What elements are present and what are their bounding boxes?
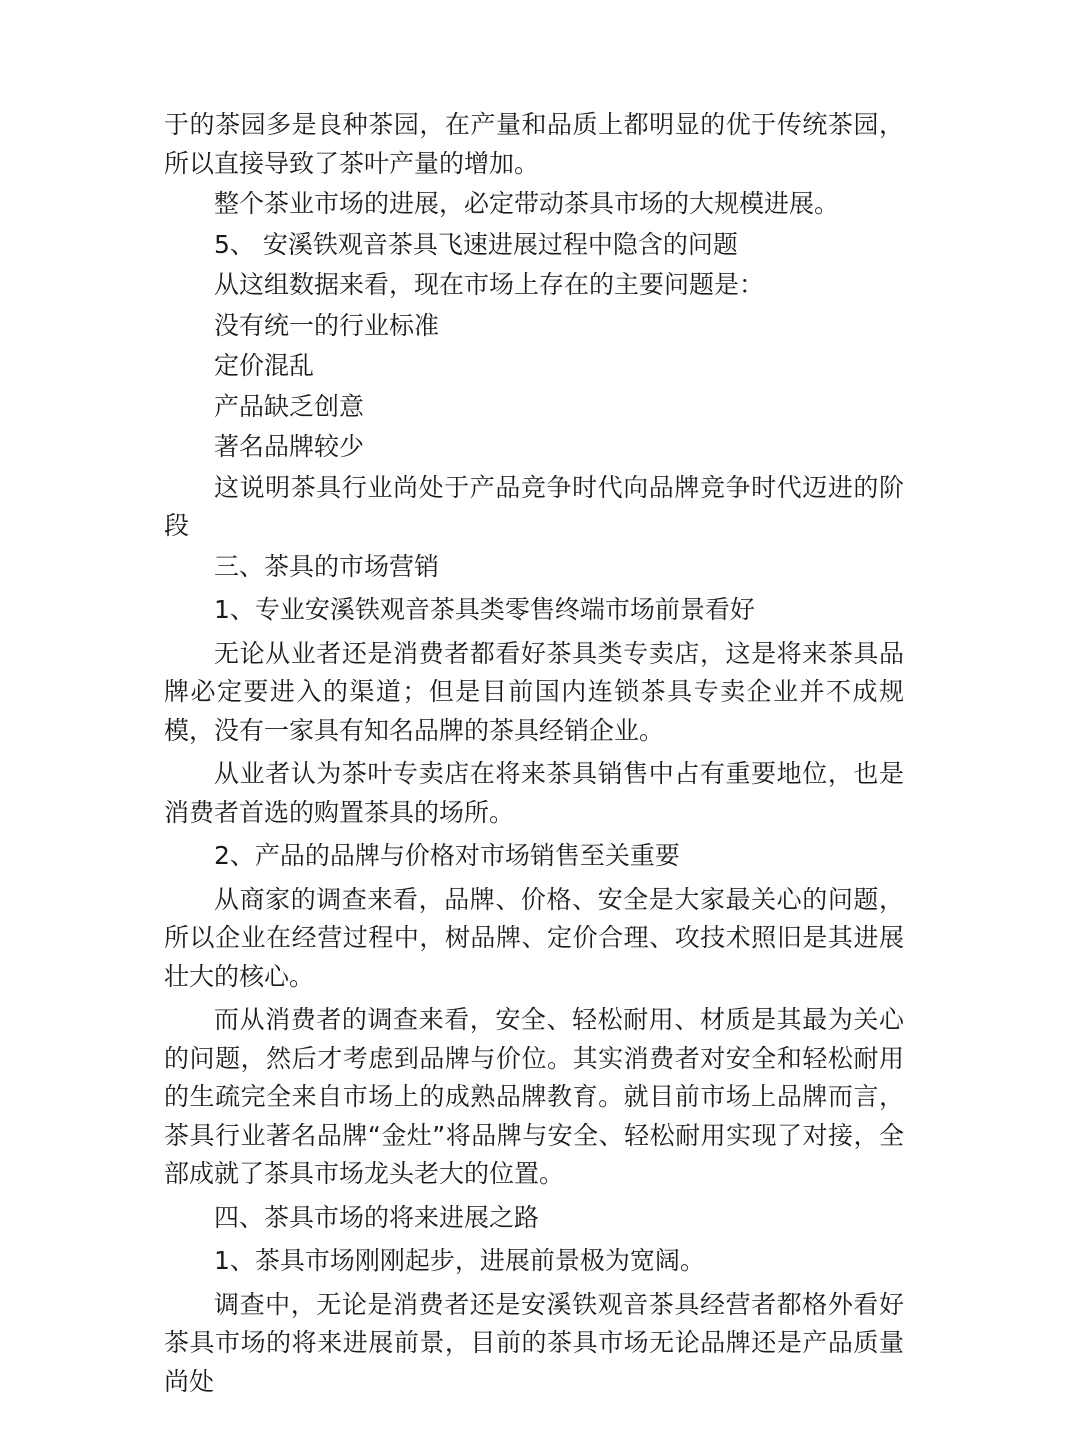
paragraph-specialty-stores: 无论从业者还是消费者都看好茶具类专卖店，这是将来茶具品牌必定要进入的渠道；但是目前国内连锁茶具专卖企业并不成规模，没有一家具有知名品牌的茶具经销企业。: [164, 638, 904, 745]
heading-chapter-4: 四、茶具市场的将来进展之路: [214, 1202, 540, 1232]
heading-subsection-4-1: 1、茶具市场刚刚起步，进展前景极为宽阔。: [214, 1246, 705, 1275]
list-item-problem-3: 产品缺乏创意: [214, 391, 365, 421]
paragraph-data-intro: 从这组数据来看，现在市场上存在的主要问题是：: [214, 270, 765, 299]
heading-section-5: 5、 安溪铁观音茶具飞速进展过程中隐含的问题: [214, 229, 738, 259]
paragraph-conclusion: 这说明茶具行业尚处于产品竞争时代向品牌竞争时代迈进的阶段: [164, 472, 904, 540]
paragraph-continuation: 于的茶园多是良种茶园，在产量和品质上都明显的优于传统茶园， 所以直接导致了茶叶产量的增加。: [164, 110, 904, 178]
document-body: [164, 106, 904, 1401]
paragraph-consumer-survey: 而从消费者的调查来看，安全、轻松耐用、材质是其最为关心的问题，然后才考虑到品牌与价位。其实消费者对安全和轻松耐用的生疏完全来自市场上的成熟品牌教育。就目前市场上品牌而言，茶具行业著名品牌“金灶”将品牌与安全、轻松耐用实现了对接，全部成就了茶具市场龙头老大的位置。: [164, 1005, 904, 1188]
heading-subsection-1: 1、专业安溪铁观音茶具类零售终端市场前景看好: [214, 595, 755, 624]
heading-chapter-3: 三、茶具的市场营销: [214, 551, 440, 581]
list-item-problem-1: 没有统一的行业标准: [214, 310, 440, 340]
paragraph-outlook: 调查中，无论是消费者还是安溪铁观音茶具经营者都格外看好茶具市场的将来进展前景，目前的茶具市场无论品牌还是产品质量尚处: [164, 1289, 904, 1396]
paragraph-market-growth: 整个茶业市场的进展，必定带动茶具市场的大规模进展。: [214, 189, 840, 218]
list-item-problem-2: 定价混乱: [214, 351, 315, 380]
list-item-problem-4: 著名品牌较少: [214, 432, 365, 461]
paragraph-merchant-survey: 从商家的调查来看，品牌、价格、安全是大家最关心的问题，所以企业在经营过程中，树品牌、定价合理、攻技术照旧是其进展壮大的核心。: [164, 884, 904, 991]
heading-subsection-2: 2、产品的品牌与价格对市场销售至关重要: [214, 841, 680, 870]
paragraph-tea-shops: 从业者认为茶叶专卖店在将来茶具销售中占有重要地位，也是消费者首选的购置茶具的场所。: [164, 759, 904, 827]
